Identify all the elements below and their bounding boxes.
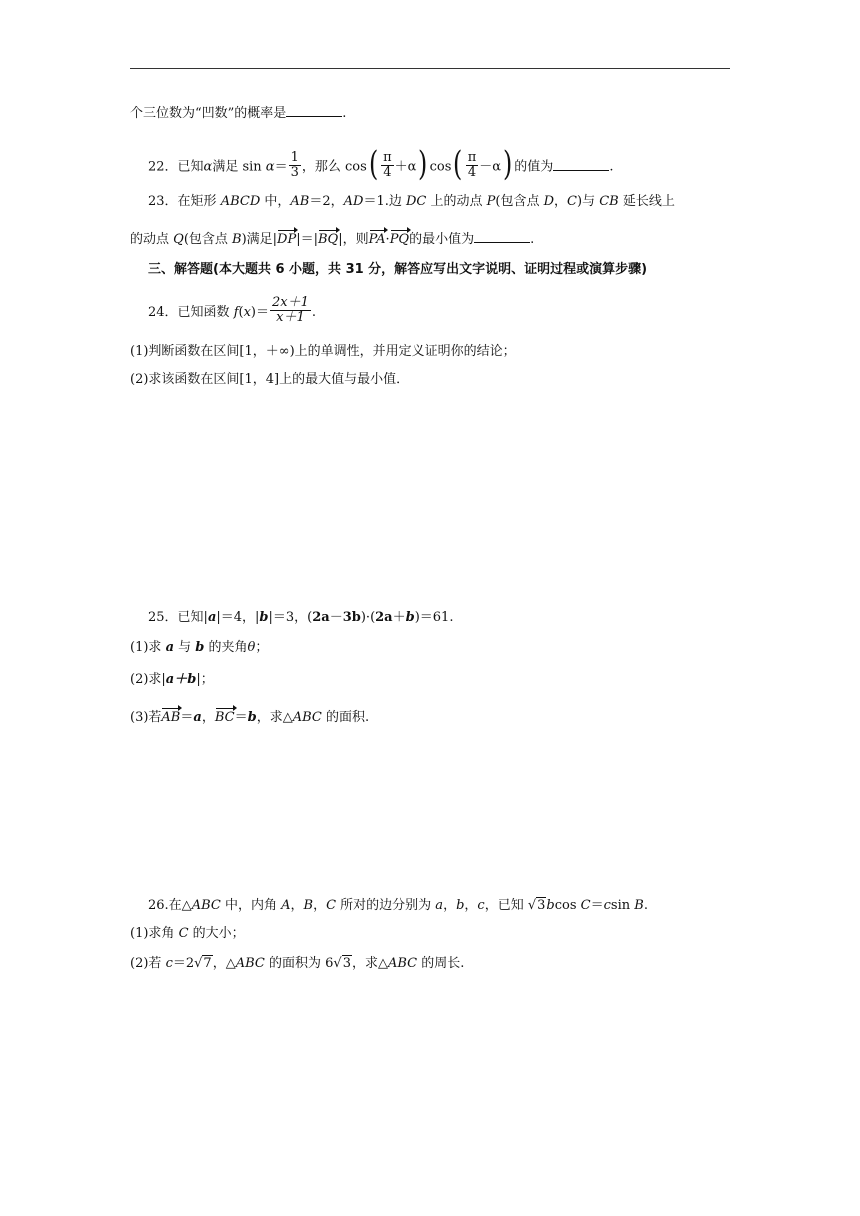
text-run: )满足|: [241, 232, 278, 247]
q25-part-2: [130, 670, 214, 690]
text-run: ，: [201, 710, 215, 725]
q24-part-1: (1)判断函数在区间[1，＋∞)上的单调性，并用定义证明你的结论；: [130, 344, 516, 359]
text-run: 2a: [312, 610, 330, 625]
text-run: 的面积为 6: [264, 956, 334, 971]
text-run: AB: [290, 194, 310, 209]
text-run: ，: [554, 194, 568, 209]
header-rule: [130, 68, 730, 69]
text-run: －: [329, 610, 343, 625]
text-run: ABC: [292, 710, 322, 725]
text-run: a: [435, 898, 444, 913]
text-run: .: [530, 232, 535, 247]
text-run: ，△: [212, 956, 236, 971]
text-run: b: [195, 640, 205, 655]
text-run: ＝: [274, 159, 288, 175]
text-run: 3: [537, 898, 546, 913]
q26-part-2: [130, 954, 464, 974]
text-run: 3: [290, 164, 299, 180]
text-run: cos: [554, 898, 581, 913]
text-run: 的面积.: [321, 710, 370, 725]
text-run: C: [580, 898, 591, 913]
text-run: π: [467, 149, 477, 165]
q26-part-1: [130, 924, 245, 944]
text-run: 的动点: [130, 232, 174, 247]
text-run: .: [609, 159, 614, 175]
text-run: a: [193, 710, 202, 725]
text-run: ABC: [387, 956, 418, 971]
text-run: c: [477, 898, 485, 913]
text-run: c: [165, 956, 173, 971]
text-run: B: [232, 232, 242, 247]
answer-blank: [553, 158, 609, 171]
text-run: sin: [610, 898, 635, 913]
text-run: 满足 sin: [212, 159, 266, 175]
text-run: )与: [577, 194, 600, 209]
text-run: b: [247, 710, 257, 725]
vector-ab: AB: [161, 708, 180, 728]
text-run: cos: [429, 159, 452, 175]
text-run: 1: [290, 149, 299, 165]
text-run: b: [405, 610, 415, 625]
text-run: ＋α: [394, 159, 417, 175]
text-run: ，求△: [351, 956, 388, 971]
text-run: .: [643, 898, 648, 913]
text-run: 23．在矩形: [148, 194, 221, 209]
text-run: x: [243, 305, 251, 320]
text-run: 7: [203, 956, 212, 971]
text-run: |；: [196, 672, 214, 687]
text-run: |＝3，(: [268, 610, 313, 625]
text-run: a: [165, 640, 174, 655]
sqrt-3: √3: [527, 898, 546, 913]
text-run: ；: [255, 640, 269, 655]
text-run: 所对的边分别为: [336, 898, 436, 913]
text-run: (包含点: [495, 194, 544, 209]
text-run: －α: [479, 159, 502, 175]
text-run: 22．已知: [148, 159, 204, 175]
vector-bq: BQ: [318, 230, 338, 250]
text-run: 上的动点: [426, 194, 487, 209]
text-run: (1)求角: [130, 926, 179, 941]
text-run: α: [265, 159, 275, 175]
text-run: C: [326, 898, 337, 913]
text-run: 2x＋1: [272, 295, 309, 310]
text-run: 2a: [375, 610, 393, 625]
text-run: Q: [173, 232, 184, 247]
text-run: ，求△: [256, 710, 293, 725]
answer-blank: [474, 230, 530, 243]
text-run: a＋b: [165, 672, 197, 687]
text-run: C: [178, 926, 189, 941]
text-run: |，则: [338, 232, 369, 247]
text-run: x＋1: [270, 310, 311, 325]
text-run: ABC: [235, 956, 265, 971]
text-run: 的最小值为: [409, 232, 475, 247]
text-run: ，: [313, 898, 327, 913]
text-run: (1)求: [130, 640, 166, 655]
question-24: [148, 295, 317, 327]
text-run: 3b: [342, 610, 361, 625]
text-run: 的值为: [514, 159, 554, 175]
fraction-function: [270, 296, 311, 325]
question-26: [148, 896, 648, 916]
text-run: ，那么 cos: [301, 159, 367, 175]
question-22: 22．已知α满足 sin α＝ $\frac{1}{3}$ ，那么 cos( $\frac{\pi}{4}$ ＋α) cos( $\frac{\pi}{4}$ －α) 的值为 .: [148, 144, 614, 184]
vector-bc: BC: [215, 708, 235, 728]
section-heading: 三、解答题(本大题共 6 小题，共 31 分，解答应写出文字说明、证明过程或演算步骤): [148, 262, 648, 277]
text-run: ＋: [392, 610, 406, 625]
q25-part-1: [130, 638, 268, 658]
text-run: B: [303, 898, 314, 913]
text-run: f: [233, 305, 239, 320]
sqrt-7: √7: [194, 956, 212, 971]
vector-pa: PA: [369, 230, 386, 250]
text-run: )·(: [360, 610, 376, 625]
text-run: B: [634, 898, 644, 913]
text-run: ＝: [234, 710, 248, 725]
text-run: 24．已知函数: [148, 305, 234, 320]
text-run: 4: [381, 165, 394, 180]
text-run: θ: [247, 640, 256, 655]
text-run: |＝|: [296, 232, 318, 247]
q24-part-2: (2)求该函数在区间[1，4]上的最大值与最小值．: [130, 372, 410, 387]
text-run: 的周长.: [417, 956, 465, 971]
text-run: )＝61.: [414, 610, 454, 625]
text-run: P: [486, 194, 496, 209]
text-run: c: [603, 898, 611, 913]
question-25: [148, 608, 453, 628]
text-run: 25．已知|: [148, 610, 208, 625]
text-run: 的夹角: [204, 640, 248, 655]
text-run: 26.在△: [148, 898, 192, 913]
text-run: )＝: [250, 305, 269, 320]
text-run: ＝: [590, 898, 604, 913]
text-run: |＝4，|: [216, 610, 260, 625]
text-run: π: [383, 149, 392, 165]
text-run: ＝: [180, 710, 194, 725]
text-run: (2)求|: [130, 672, 166, 687]
text-run: (包含点: [183, 232, 233, 247]
text-run: 的大小；: [188, 926, 245, 941]
text-run: AD: [343, 194, 364, 209]
text-run: ，: [443, 898, 457, 913]
text-run: C: [567, 194, 577, 209]
text-run: α: [203, 159, 213, 175]
text-run: ABCD: [220, 194, 261, 209]
text-run: ·: [385, 232, 390, 247]
text-run: ，已知: [484, 898, 528, 913]
text-run: D: [543, 194, 555, 209]
text-run: CB: [599, 194, 619, 209]
text-run: ，: [464, 898, 478, 913]
text-run: (2)若: [130, 956, 166, 971]
fraction-pi-over-4: [381, 151, 394, 180]
text-run: ＝2，: [309, 194, 344, 209]
text-run: DC: [405, 194, 427, 209]
text-run: (3)若: [130, 710, 162, 725]
fraction-one-third: [289, 151, 301, 180]
text-run: 个三位数为“凹数”的概率是: [130, 106, 287, 121]
text-run: 中，内角: [220, 898, 282, 913]
text-run: b: [259, 610, 269, 625]
text-run: 中，: [260, 194, 291, 209]
question-23: [148, 192, 675, 212]
text-run: ，: [290, 898, 304, 913]
text-run: .: [311, 305, 317, 320]
text-run: 3: [342, 956, 351, 971]
sqrt-3: √3: [333, 956, 351, 971]
text-run: .: [342, 106, 347, 121]
question-23-continued: [130, 230, 534, 250]
vector-dp: DP: [277, 230, 296, 250]
text-run: ＝2: [172, 956, 195, 971]
vector-pq: PQ: [390, 230, 409, 250]
text-run: A: [281, 898, 291, 913]
text-run: b: [456, 898, 465, 913]
q21-tail: [130, 104, 346, 124]
text-run: (: [238, 305, 244, 320]
text-run: 4: [466, 165, 479, 180]
text-run: 与: [174, 640, 196, 655]
text-run: ABC: [191, 898, 221, 913]
q25-part-3: [130, 708, 369, 728]
text-run: ＝1.边: [363, 194, 406, 209]
text-run: a: [207, 610, 217, 625]
text-run: 延长线上: [618, 194, 675, 209]
text-run: b: [546, 898, 555, 913]
answer-blank: [286, 104, 342, 117]
fraction-pi-over-4: [466, 151, 479, 180]
